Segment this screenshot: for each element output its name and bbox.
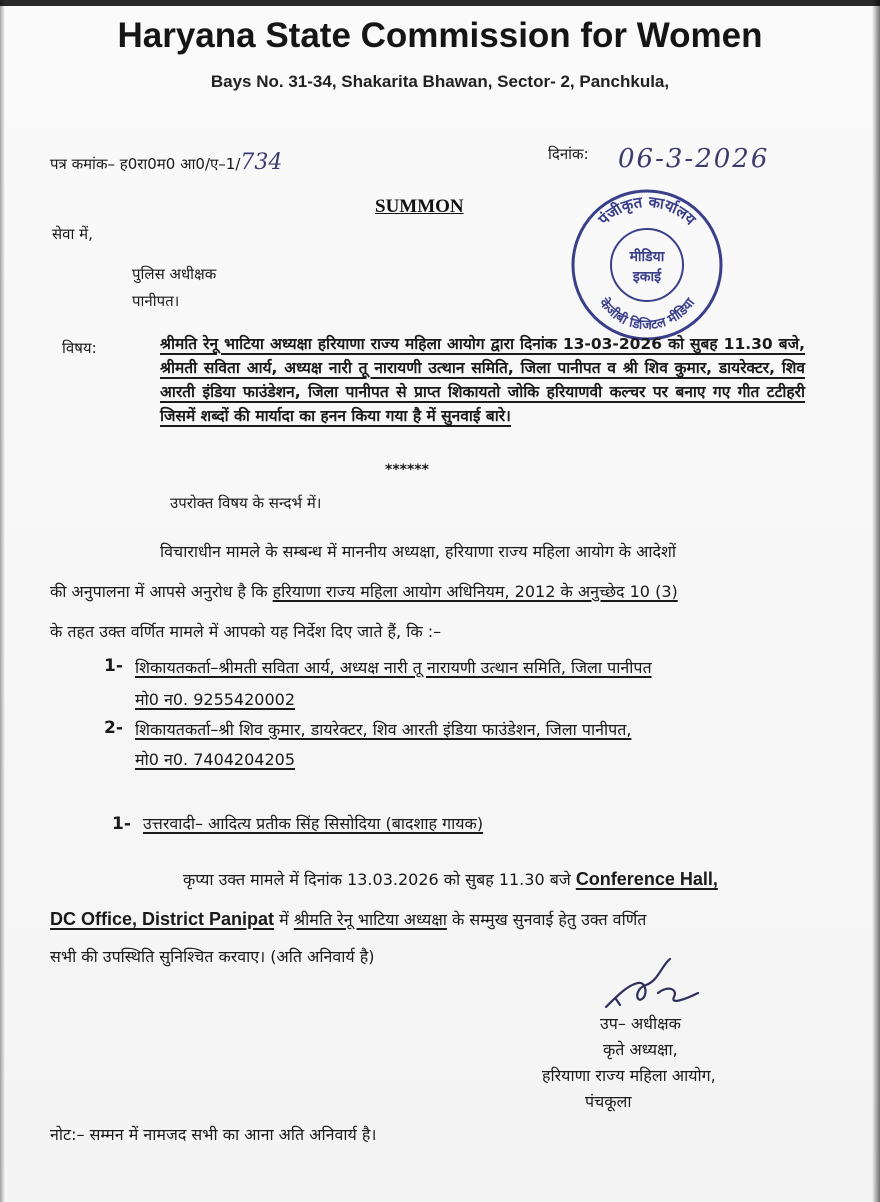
complainant-2-number: 2- bbox=[104, 718, 123, 738]
footer-note: नोट:– सम्मन में नामजद सभी का आना अति अनिवार्य है। bbox=[50, 1125, 377, 1144]
reference-label: पत्र कमांक– ह0रा0म0 आ0/ए–1/ bbox=[50, 155, 241, 173]
signatory-designation: उप– अधीक्षक bbox=[600, 1014, 681, 1033]
para2-line1-text: कृप्या उक्त मामले में दिनांक 13.03.2026 को सुबह 11.30 बजे bbox=[183, 870, 576, 889]
respondent-text: उत्तरवादी– आदित्य प्रतीक सिंह सिसोदिया (बादशाह गायक) bbox=[143, 814, 484, 833]
reference-line bbox=[50, 150, 282, 175]
respondent-number: 1- bbox=[112, 814, 131, 834]
venue-dc-office: DC Office, District Panipat bbox=[50, 909, 275, 929]
reference-subject-line: उपरोक्त विषय के सन्दर्भ में। bbox=[170, 494, 322, 512]
recipient-designation: पुलिस अधीक्षक bbox=[132, 265, 217, 283]
complainant-2-phone: मो0 न0. 7404204205 bbox=[135, 750, 296, 769]
recipient-location: पानीपत। bbox=[132, 292, 180, 310]
subject-label: विषय: bbox=[62, 339, 97, 357]
letterhead-address: Bays No. 31-34, Shakarita Bhawan, Sector- 2, Panchkula, bbox=[210, 72, 670, 91]
complainant-2-line1: शिकायतकर्ता–श्री शिव कुमार, डायरेक्टर, शिव आरती इंडिया फाउंडेशन, जिला पानीपत, bbox=[135, 720, 632, 739]
act-reference: हरियाणा राज्य महिला आयोग अधिनियम, 2012 के अनुच्छेद 10 (3) bbox=[272, 582, 678, 601]
to-label: सेवा में, bbox=[52, 225, 93, 243]
handwritten-signature bbox=[598, 955, 708, 1015]
complainant-1-phone: मो0 न0. 9255420002 bbox=[135, 690, 296, 709]
para2-line1 bbox=[183, 868, 718, 890]
subject-text bbox=[160, 332, 805, 428]
para2-line2 bbox=[50, 908, 646, 930]
complainant-1-number: 1- bbox=[104, 656, 123, 676]
separator-stars: ****** bbox=[385, 462, 429, 478]
subject-body: श्रीमति रेनू भाटिया अध्यक्षा हरियाणा राज्य महिला आयोग द्वारा दिनांक 13-03-2026 को सुबह 11.30 बजे, श्रीमती सविता आर्य, अध्यक्ष नारी तू नारायणी उत्थान समिति, जिला पानीपत व श्री शिव कुमार, डायरेक्टर, शिव आरती इंडिया फाउंडेशन, जिला पानीपत से प्राप्त शिकायतो जोकि हरियाणवी कल्चर पर बनाए गए गीत टटीहरी जिसमें शब्दों की मार्यादा का हनन किया गया है में सुनवाई बारे। bbox=[160, 335, 805, 425]
para2-line3: सभी की उपस्थिति सुनिश्चित करवाए। (अति अनिवार्य है) bbox=[50, 947, 375, 966]
para1-line1: विचाराधीन मामले के सम्बन्ध में माननीय अध्यक्षा, हरियाणा राज्य महिला आयोग के आदेशों bbox=[160, 542, 677, 561]
office-stamp bbox=[567, 183, 727, 343]
chairperson-name: श्रीमति रेनू भाटिया अध्यक्षा bbox=[293, 910, 447, 929]
para2-line2-mid: में bbox=[274, 910, 294, 929]
summon-heading: SUMMON bbox=[375, 196, 464, 217]
complainant-1-line1: शिकायतकर्ता–श्रीमती सविता आर्य, अध्यक्ष नारी तू नारायणी उत्थान समिति, जिला पानीपत bbox=[135, 658, 652, 677]
svg-text:पंजीकृत कार्यालय bbox=[594, 193, 700, 230]
date-value: 06-3-2026 bbox=[618, 144, 770, 174]
stamp-center-line2: इकाई bbox=[632, 269, 662, 285]
para1-line2-text: की अनुपालना में आपसे अनुरोध है कि bbox=[50, 582, 273, 601]
stamp-inner-ring bbox=[611, 229, 683, 301]
letterhead-title: Haryana State Commission for Women bbox=[117, 16, 763, 55]
stamp-bottom-text: केजीबी डिजिटल मीडिया bbox=[595, 295, 699, 334]
para2-line2-post: के सम्मुख सुनवाई हेतु उक्त वर्णित bbox=[446, 910, 647, 929]
para1-line3: के तहत उक्त वर्णित मामले में आपको यह निर्देश दिए जाते हैं, कि :– bbox=[50, 622, 442, 641]
para1-line2 bbox=[50, 580, 678, 602]
scan-top-edge bbox=[0, 0, 880, 6]
venue-conference-hall: Conference Hall, bbox=[575, 869, 718, 889]
signatory-organisation: हरियाणा राज्य महिला आयोग, bbox=[542, 1066, 716, 1085]
date-label: दिनांक: bbox=[548, 145, 589, 163]
stamp-center-line1: मीडिया bbox=[629, 249, 665, 265]
scan-right-shadow bbox=[872, 0, 880, 1202]
signatory-on-behalf: कृते अध्यक्षा, bbox=[603, 1040, 678, 1059]
reference-number: 734 bbox=[240, 150, 283, 175]
stamp-top-text: पंजीकृत कार्यालय bbox=[594, 192, 700, 229]
stamp-outer-ring bbox=[573, 191, 721, 339]
signatory-city: पंचकूला bbox=[585, 1092, 632, 1111]
scan-left-shadow bbox=[0, 0, 5, 1202]
